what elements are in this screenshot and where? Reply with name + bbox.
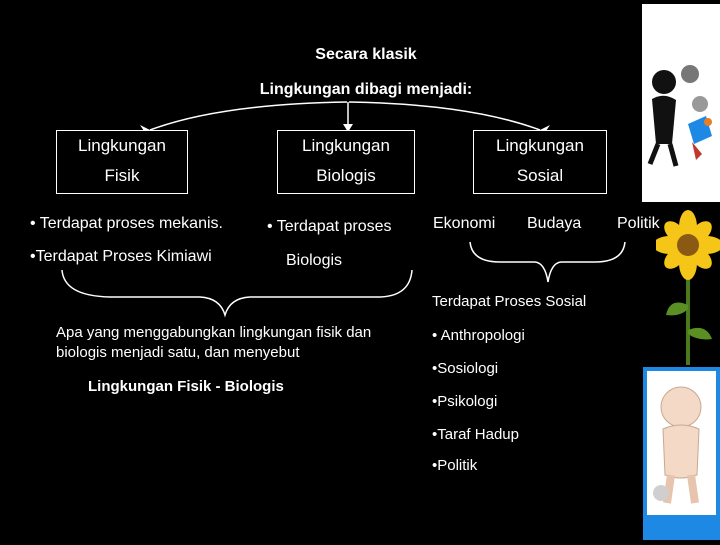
arrow-to-sosial	[349, 102, 540, 130]
category-line2: Fisik	[104, 166, 140, 185]
social-item: •Psikologi	[432, 393, 498, 410]
brace-fisik-biologis	[62, 270, 412, 315]
arrow-to-fisik	[150, 102, 347, 130]
biologis-point: • Terdapat proses	[267, 218, 392, 235]
merge-answer: Lingkungan Fisik - Biologis	[88, 378, 284, 395]
social-item: • Anthropologi	[432, 327, 525, 344]
slide-subtitle: Lingkungan dibagi menjadi:	[259, 81, 473, 98]
sosial-group-politik: Politik	[617, 215, 660, 232]
social-item: •Sosiologi	[432, 360, 499, 377]
fisik-point: • Terdapat proses mekanis.	[30, 215, 223, 232]
social-item: •Politik	[432, 457, 478, 474]
category-box-sosial	[473, 130, 607, 194]
biologis-point: Biologis	[286, 252, 343, 269]
category-box-biologis	[277, 130, 415, 194]
cartoon-figure-icon	[642, 4, 720, 202]
merge-question: Apa yang menggabungkan lingkungan fisik dan biologis menjadi satu, dan menyebut	[56, 324, 372, 361]
category-line2: Biologis	[316, 166, 376, 185]
fisik-point: •Terdapat Proses Kimiawi	[30, 248, 212, 265]
category-line1: Lingkungan	[496, 136, 584, 155]
sosial-group-budaya: Budaya	[527, 215, 582, 232]
flower-icon	[656, 205, 720, 365]
category-line1: Lingkungan	[78, 136, 166, 155]
sosial-group-ekonomi: Ekonomi	[433, 215, 496, 232]
slide-title: Secara klasik	[315, 46, 417, 63]
category-line2: Sosial	[516, 166, 564, 185]
category-line1: Lingkungan	[302, 136, 390, 155]
social-heading: Terdapat Proses Sosial	[432, 293, 587, 310]
baby-figure-icon	[643, 367, 720, 540]
social-item: •Taraf Hadup	[432, 426, 519, 443]
brace-sosial	[470, 242, 625, 282]
category-box-fisik	[56, 130, 188, 194]
